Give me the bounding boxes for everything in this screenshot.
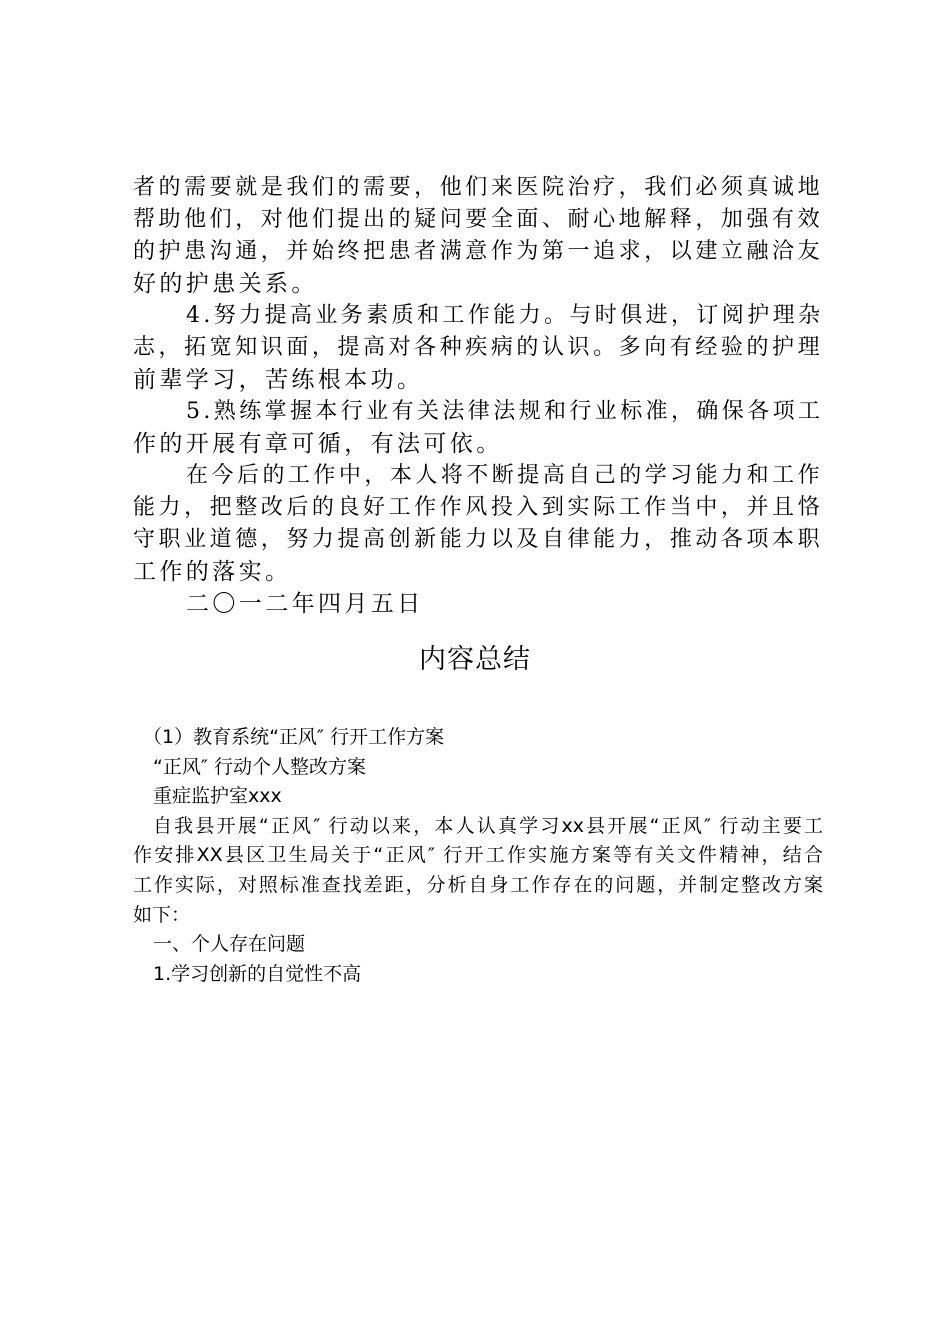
paragraph-line: 的护患沟通，并始终把患者满意作为第一追求，以建立融洽友 — [133, 239, 823, 264]
summary-heading: 内容总结 — [419, 644, 531, 675]
paragraph-line: 志，拓宽知识面，提高对各种疾病的认识。多向有经验的护理 — [133, 335, 823, 360]
summary-line: 自我县开展“正风″ 行动以来，本人认真学习xx县开展“正风″ 行动主要工 — [153, 814, 823, 837]
summary-line: “正风″ 行动个人整改方案 — [153, 755, 366, 778]
paragraph-line: 帮助他们，对他们提出的疑问要全面、耐心地解释，加强有效 — [133, 207, 823, 232]
paragraph-line: 5.熟练掌握本行业有关法律法规和行业标准，确保各项工 — [186, 399, 824, 424]
paragraph-line: 工作的落实。 — [133, 559, 292, 585]
summary-line: （1）教育系统“正风″ 行开工作方案 — [143, 726, 445, 748]
summary-line: 重症监护室xxx — [153, 785, 282, 808]
paragraph-line: 者的需要就是我们的需要，他们来医院治疗，我们必须真诚地 — [133, 175, 823, 200]
paragraph-line: 前辈学习，苦练根本功。 — [133, 367, 424, 393]
paragraph-line: 在今后的工作中，本人将不断提高自己的学习能力和工作 — [186, 463, 823, 488]
body-text-lower — [133, 723, 823, 989]
summary-line: 工作实际，对照标准查找差距，分析自身工作存在的问题，并制定整改方案 — [133, 873, 823, 896]
summary-line: 如下： — [133, 903, 191, 926]
paragraph-line: 守职业道德，努力提高创新能力以及自律能力，推动各项本职 — [133, 527, 823, 552]
paragraph-line: 4.努力提高业务素质和工作能力。与时俱进，订阅护理杂 — [186, 303, 824, 328]
paragraph-line: 能力，把整改后的良好工作作风投入到实际工作当中，并且恪 — [133, 495, 823, 520]
paragraph-line: 作的开展有章可循，有法可依。 — [133, 431, 503, 457]
summary-line: 一、个人存在问题 — [153, 933, 306, 956]
date-line: 二〇一二年四月五日 — [186, 591, 424, 617]
summary-line: 作安排XX县区卫生局关于“正风″ 行开工作实施方案等有关文件精神，结合 — [133, 844, 823, 867]
paragraph-line: 好的护患关系。 — [133, 271, 318, 297]
body-text-upper — [133, 172, 823, 620]
summary-line: 1.学习创新的自觉性不高 — [153, 962, 362, 985]
